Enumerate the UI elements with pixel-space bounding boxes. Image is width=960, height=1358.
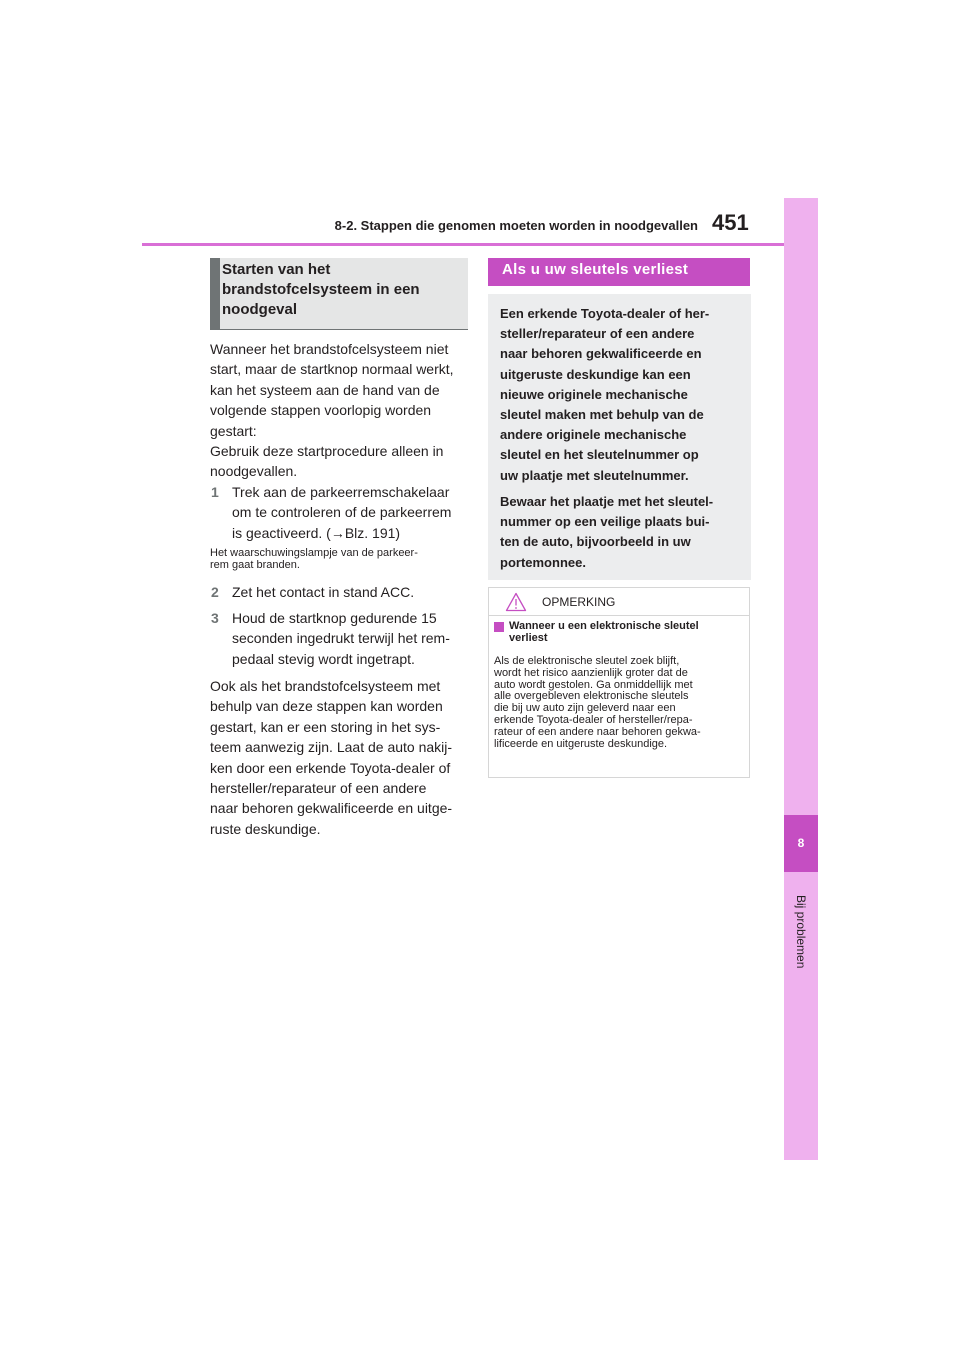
step-1-note: Het waarschuwingslampje van de parkeer- rem gaat branden.: [210, 547, 418, 571]
step-1-text: Trek aan de parkeerremschakelaar om te controleren of de parkeerrem is geactiveerd. (→Blz. 191): [232, 482, 472, 543]
lost-keys-heading: Als u uw sleutels verliest: [502, 261, 689, 278]
notice-label: OPMERKING: [542, 595, 616, 609]
page-reference-link[interactable]: is geactiveerd. (→Blz. 191): [232, 524, 401, 541]
step-3-text: Houd de startknop gedurende 15 seconden ingedrukt terwijl het rem- pedaal stevig wordt ingetrapt.: [232, 610, 450, 667]
lost-keys-paragraph-1: Een erkende Toyota-dealer of her- steller/reparateur of een andere naar behoren gekwalificeerde en uitgeruste deskundige kan een nieuwe originele mechanische sleutel maken met behulp van de andere originele mechanische sleutel en het sleutelnummer op uw plaatje met sleutelnummer.: [500, 306, 710, 483]
emergency-start-closing: Ook als het brandstofcelsysteem met behulp van deze stappen kan worden gestart, kan er een storing in het sys- teem aanwezig zijn. Laat de auto nakij- ken door een erkende Toyota-dealer of hersteller/reparateur of een andere naar behoren gekwalificeerde en uitge- ruste deskundige.: [210, 678, 453, 837]
step-2-number: 2: [211, 584, 219, 600]
lost-keys-paragraph-2: Bewaar het plaatje met het sleutel- nummer op een veilige plaats bui- ten de auto, bijvoorbeeld in uw portemonnee.: [500, 494, 714, 570]
side-tab-band: [784, 198, 818, 1160]
step-2-text: Zet het contact in stand ACC.: [232, 584, 415, 600]
notice-body: Als de elektronische sleutel zoek blijft, wordt het risico aanzienlijk groter dat de auto wordt gestolen. Ga onmiddellijk met alle overgebleven elektronische sleutels die bij uw auto zijn geleverd naar een erkende Toyota-dealer of hersteller/repa- rateur of een andere naar behoren gekwa- lificeerde en uitgeruste deskundige.: [494, 655, 701, 750]
side-tab-chapter-number: 8: [797, 836, 805, 850]
step-3-number: 3: [211, 610, 219, 626]
step-1-number: 1: [211, 484, 219, 500]
notice-heading: Wanneer u een elektronische sleutel verliest: [509, 620, 699, 644]
notice-divider: [489, 615, 749, 616]
warning-triangle-icon: [505, 592, 527, 612]
notice-bullet-square: [494, 622, 504, 632]
page-number: 451: [712, 210, 749, 235]
emergency-start-heading: Starten van het brandstofcelsysteem in een noodgeval: [222, 261, 420, 318]
side-tab-chapter-label: Bij problemen: [794, 895, 808, 969]
header-title: 8-2. Stappen die genomen moeten worden in noodgevallen: [334, 218, 698, 233]
emergency-start-intro: Wanneer het brandstofcelsysteem niet start, maar de startknop normaal werkt, kan het systeem aan de hand van de volgende stappen voorlopig worden gestart: Gebruik deze startprocedure alleen in noodgevallen.: [210, 341, 454, 480]
header-rule: [142, 243, 784, 246]
